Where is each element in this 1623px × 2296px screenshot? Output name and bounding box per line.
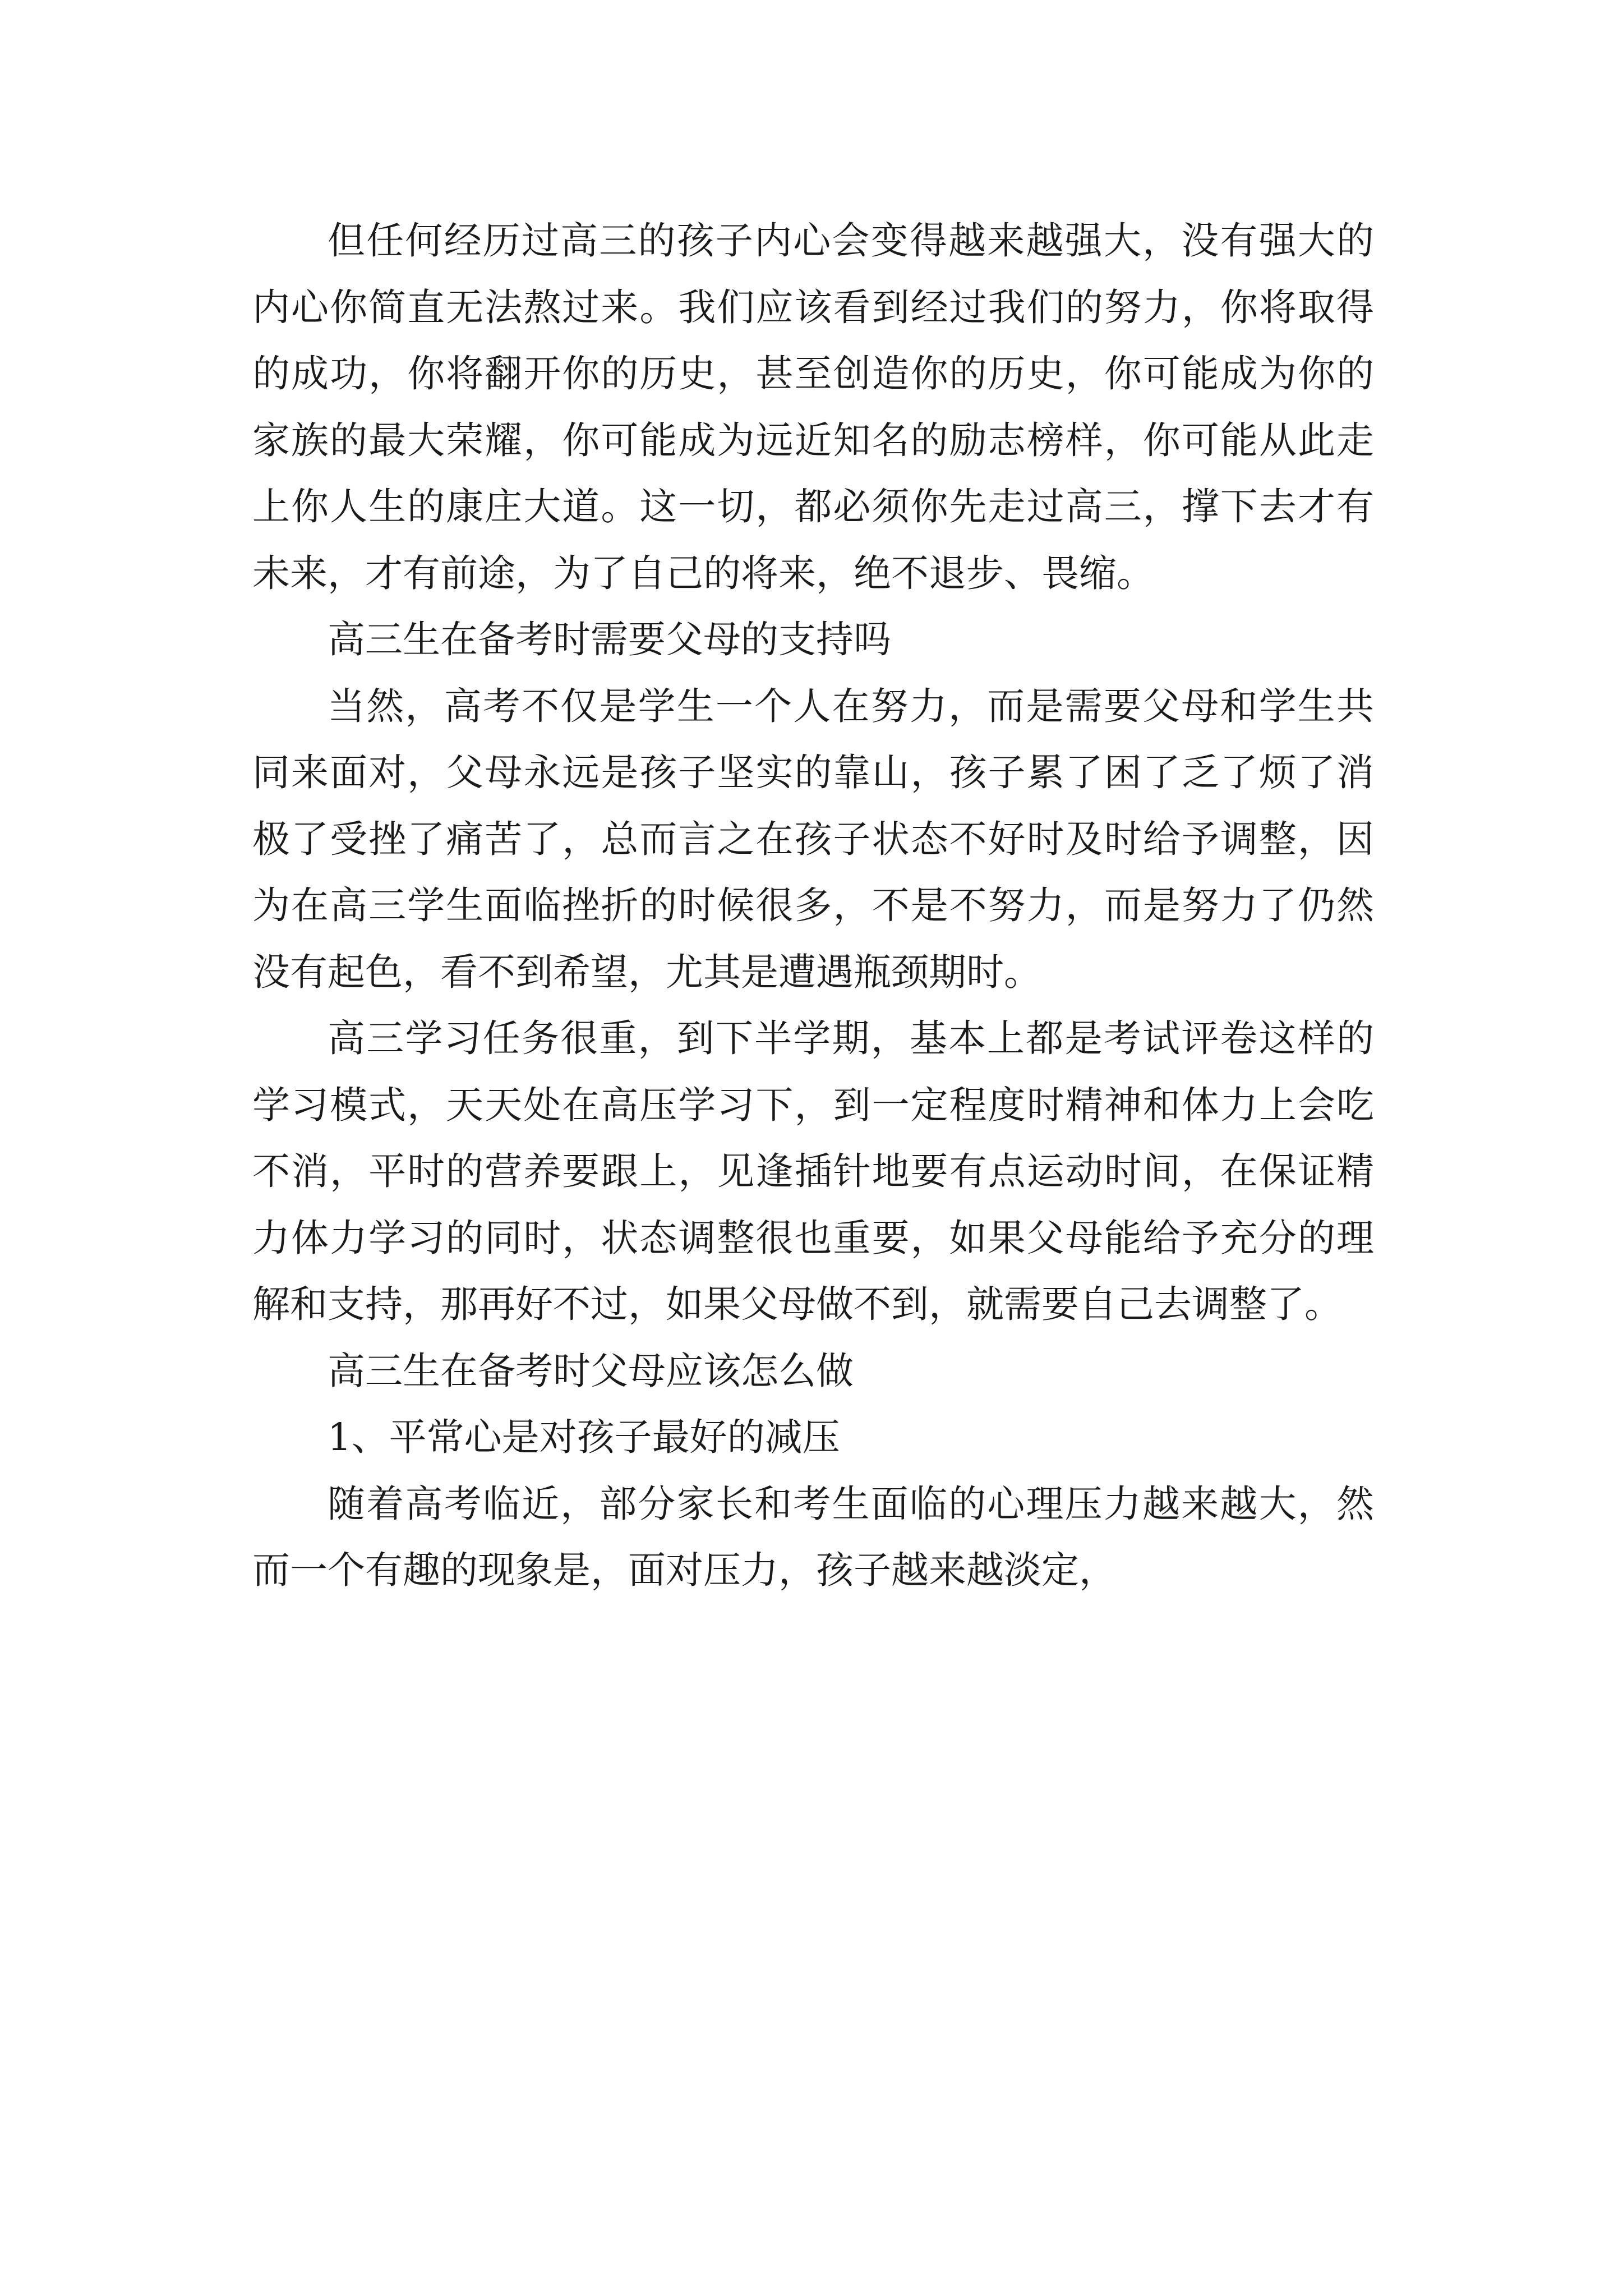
paragraph-4: 随着高考临近，部分家长和考生面临的心理压力越来越大，然而一个有趣的现象是，面对压力，孩子越来越淡定，	[252, 1481, 1374, 1592]
subheading-1: 1、平常心是对孩子最好的减压	[328, 1415, 840, 1459]
paragraph-3: 高三学习任务很重，到下半学期，基本上都是考试评卷这样的学习模式，天天处在高压学习下，到一定程度时精神和体力上会吃不消，平时的营养要跟上，见逢插针地要有点运动时间，在保证精力体力学习的同时，状态调整很也重要，如果父母能给予充分的理解和支持，那再好不过，如果父母做不到，就需要自己去调整了。	[252, 1016, 1374, 1326]
paragraph-1: 但任何经历过高三的孩子内心会变得越来越强大，没有强大的内心你简直无法熬过来。我们应该看到经过我们的努力，你将取得的成功，你将翻开你的历史，甚至创造你的历史，你可能成为你的家族的最大荣耀，你可能成为远近知名的励志榜样，你可能从此走上你人生的康庄大道。这一切，都必须你先走过高三，撑下去才有未来，才有前途，为了自己的将来，绝不退步、畏缩。	[252, 219, 1374, 595]
section-heading-parent-support: 高三生在备考时需要父母的支持吗	[328, 618, 891, 661]
section-heading-what-parents-should-do: 高三生在备考时父母应该怎么做	[328, 1349, 854, 1393]
document-body	[252, 208, 1374, 1604]
paragraph-2: 当然，高考不仅是学生一个人在努力，而是需要父母和学生共同来面对，父母永远是孩子坚实的靠山，孩子累了困了乏了烦了消极了受挫了痛苦了，总而言之在孩子状态不好时及时给予调整，因为在高三学生面临挫折的时候很多，不是不努力，而是努力了仍然没有起色，看不到希望，尤其是遭遇瓶颈期时。	[252, 684, 1374, 994]
